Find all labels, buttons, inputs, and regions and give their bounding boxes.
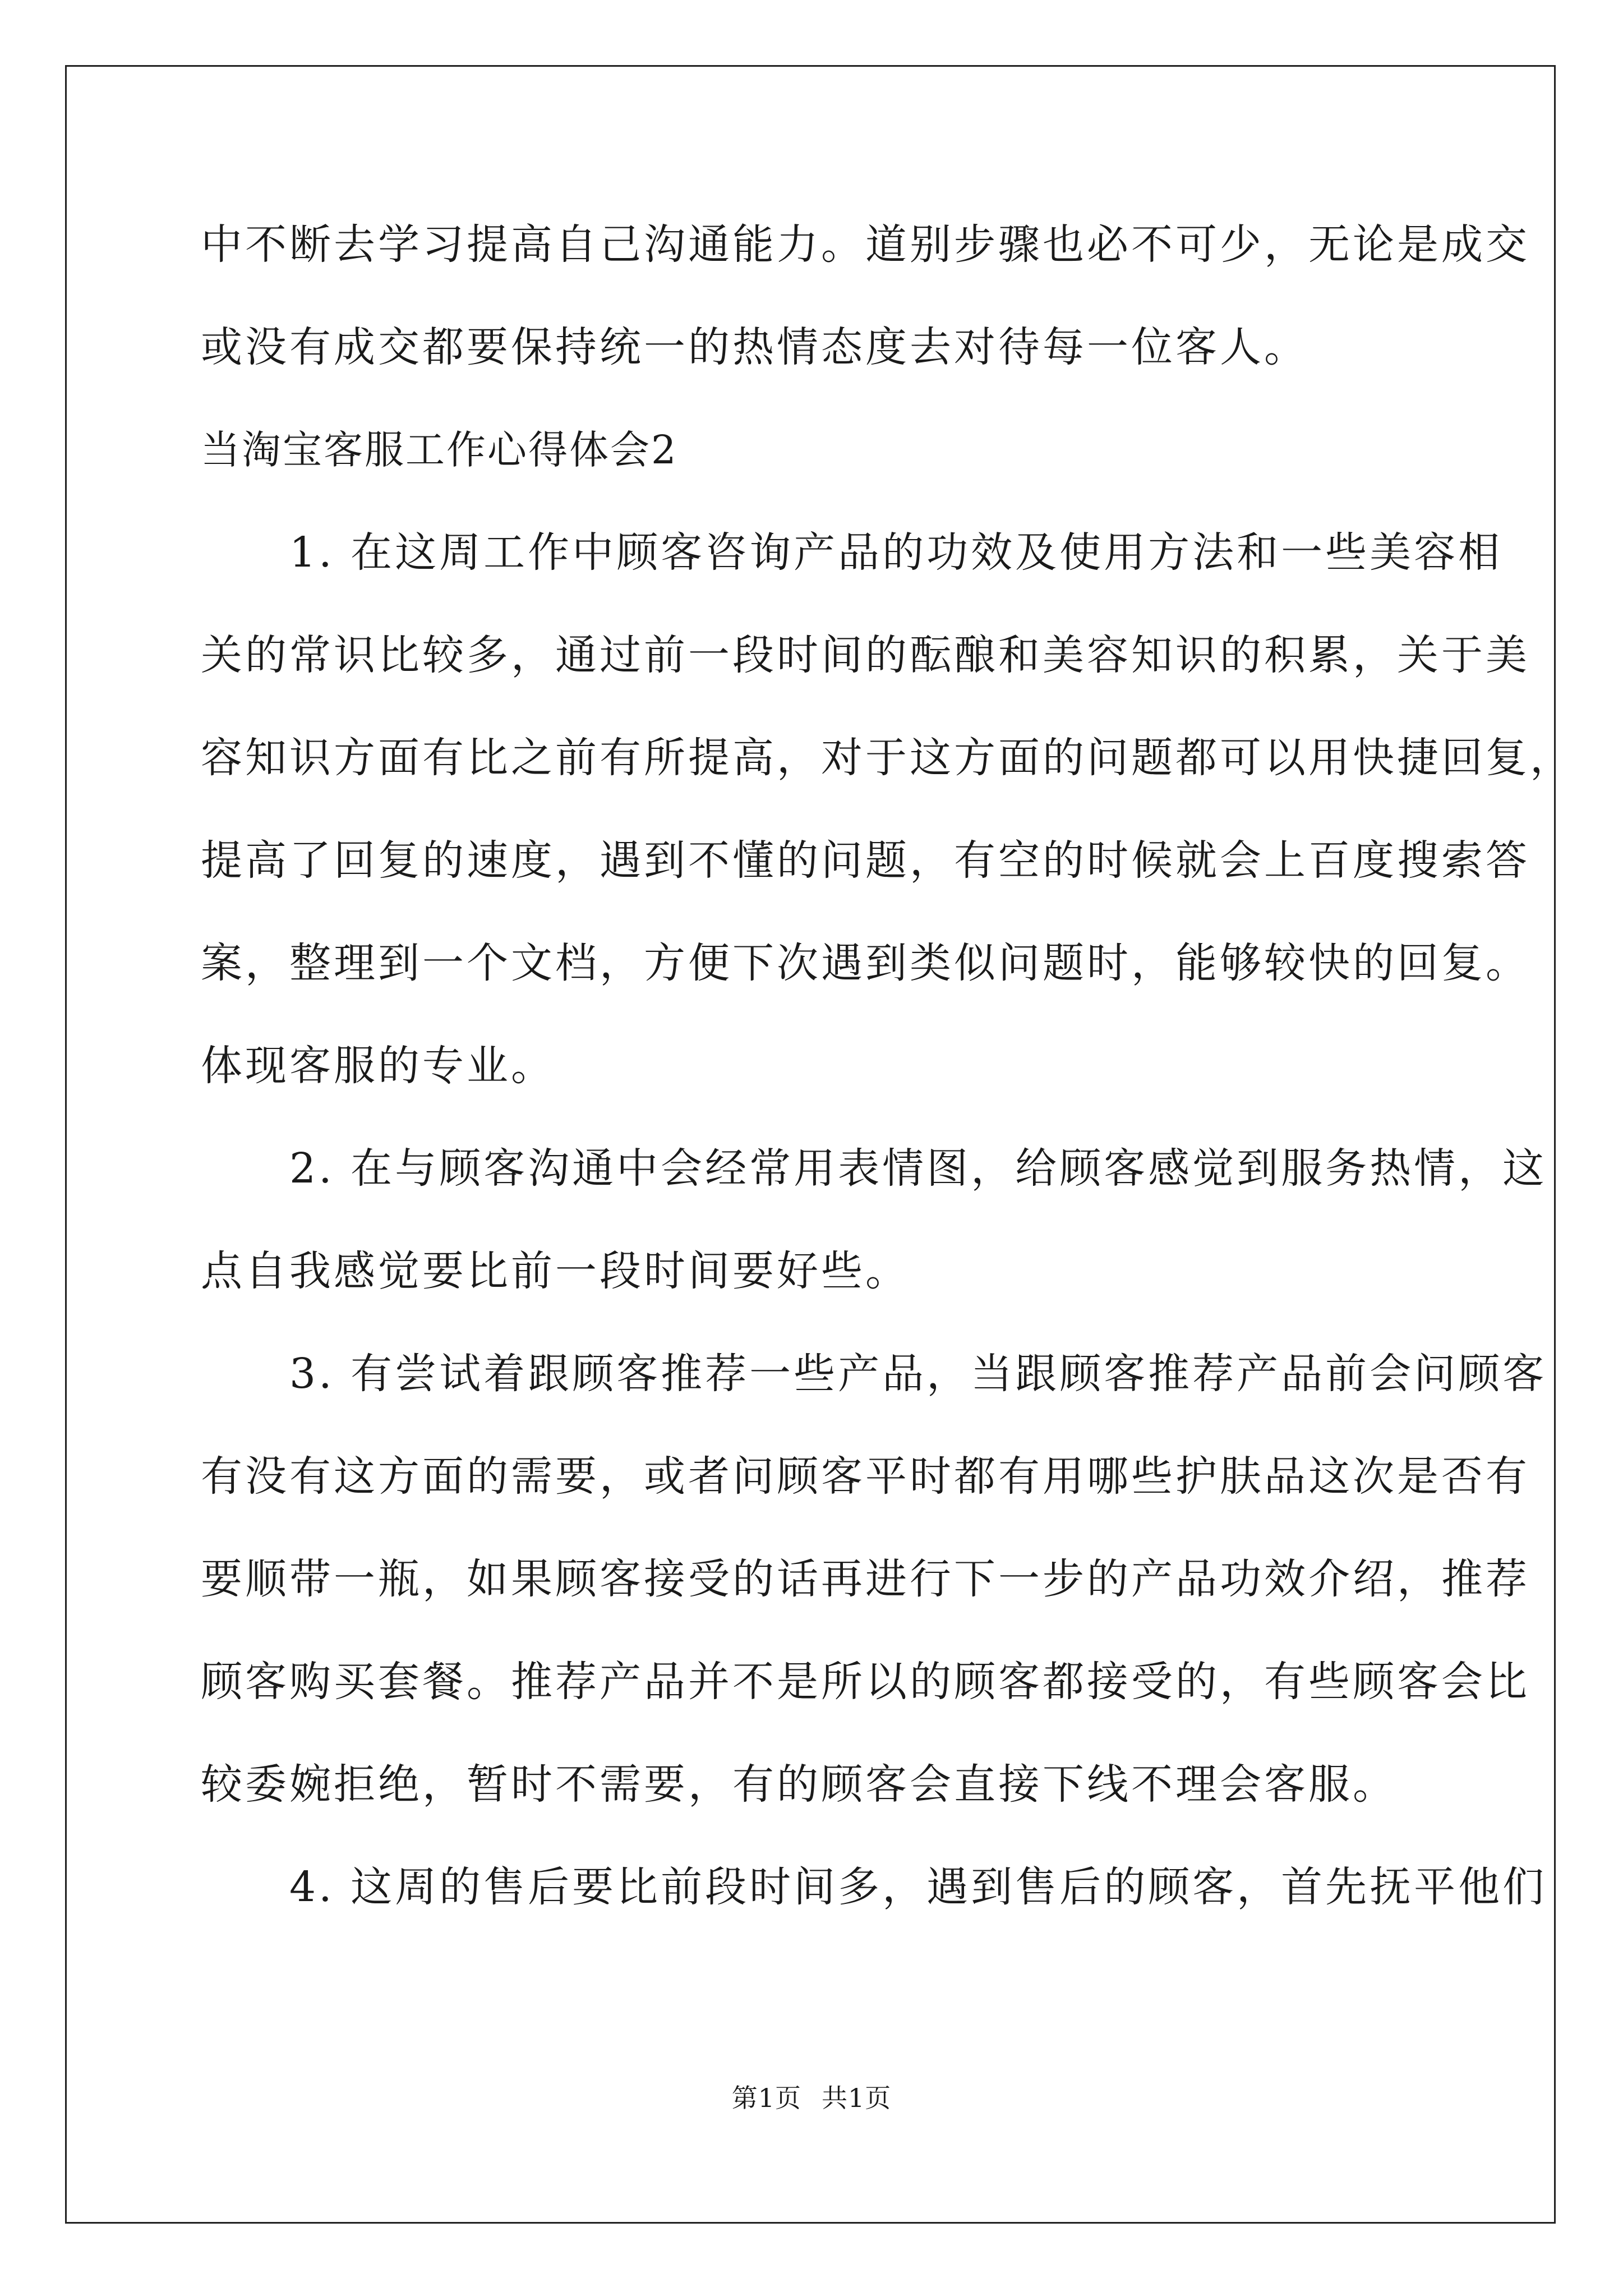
text-line: 点自我感觉要比前一段时间要好些。 [201,1247,910,1295]
text-line: 中不断去学习提高自己沟通能力。道别步骤也必不可少，无论是成交 [201,220,1530,269]
text-line: 案，整理到一个文档，方便下次遇到类似问题时，能够较快的回复。 [201,939,1530,987]
text-line: 1. 在这周工作中顾客咨询产品的功效及使用方法和一些美容相 [201,528,1503,577]
text-line: 顾客购买套餐。推荐产品并不是所以的顾客都接受的，有些顾客会比 [201,1658,1530,1706]
text-line: 或没有成交都要保持统一的热情态度去对待每一位客人。 [201,323,1308,371]
text-line: 要顺带一瓶，如果顾客接受的话再进行下一步的产品功效介绍，推荐 [201,1555,1530,1603]
text-line: 提高了回复的速度，遇到不懂的问题，有空的时候就会上百度搜索答 [201,836,1530,885]
text-line: 4. 这周的售后要比前段时间多，遇到售后的顾客，首先抚平他们 [201,1863,1547,1911]
text-line: 体现客服的专业。 [201,1042,555,1090]
page-footer [0,2081,1623,2115]
text-line: 3. 有尝试着跟顾客推荐一些产品，当跟顾客推荐产品前会问顾客 [201,1350,1547,1398]
text-line: 较委婉拒绝，暂时不需要，有的顾客会直接下线不理会客服。 [201,1760,1397,1809]
page-total: 共1页 [822,2083,892,2113]
page-number: 第1页 [731,2083,801,2113]
text-line: 有没有这方面的需要，或者问顾客平时都有用哪些护肤品这次是否有 [201,1452,1530,1501]
text-line: 2. 在与顾客沟通中会经常用表情图，给顾客感觉到服务热情，这 [201,1144,1547,1193]
text-line: 关的常识比较多，通过前一段时间的酝酿和美容知识的积累，关于美 [201,631,1530,679]
text-line: 容知识方面有比之前有所提高，对于这方面的问题都可以用快捷回复， [201,734,1574,782]
section-heading: 当淘宝客服工作心得体会2 [201,427,678,473]
